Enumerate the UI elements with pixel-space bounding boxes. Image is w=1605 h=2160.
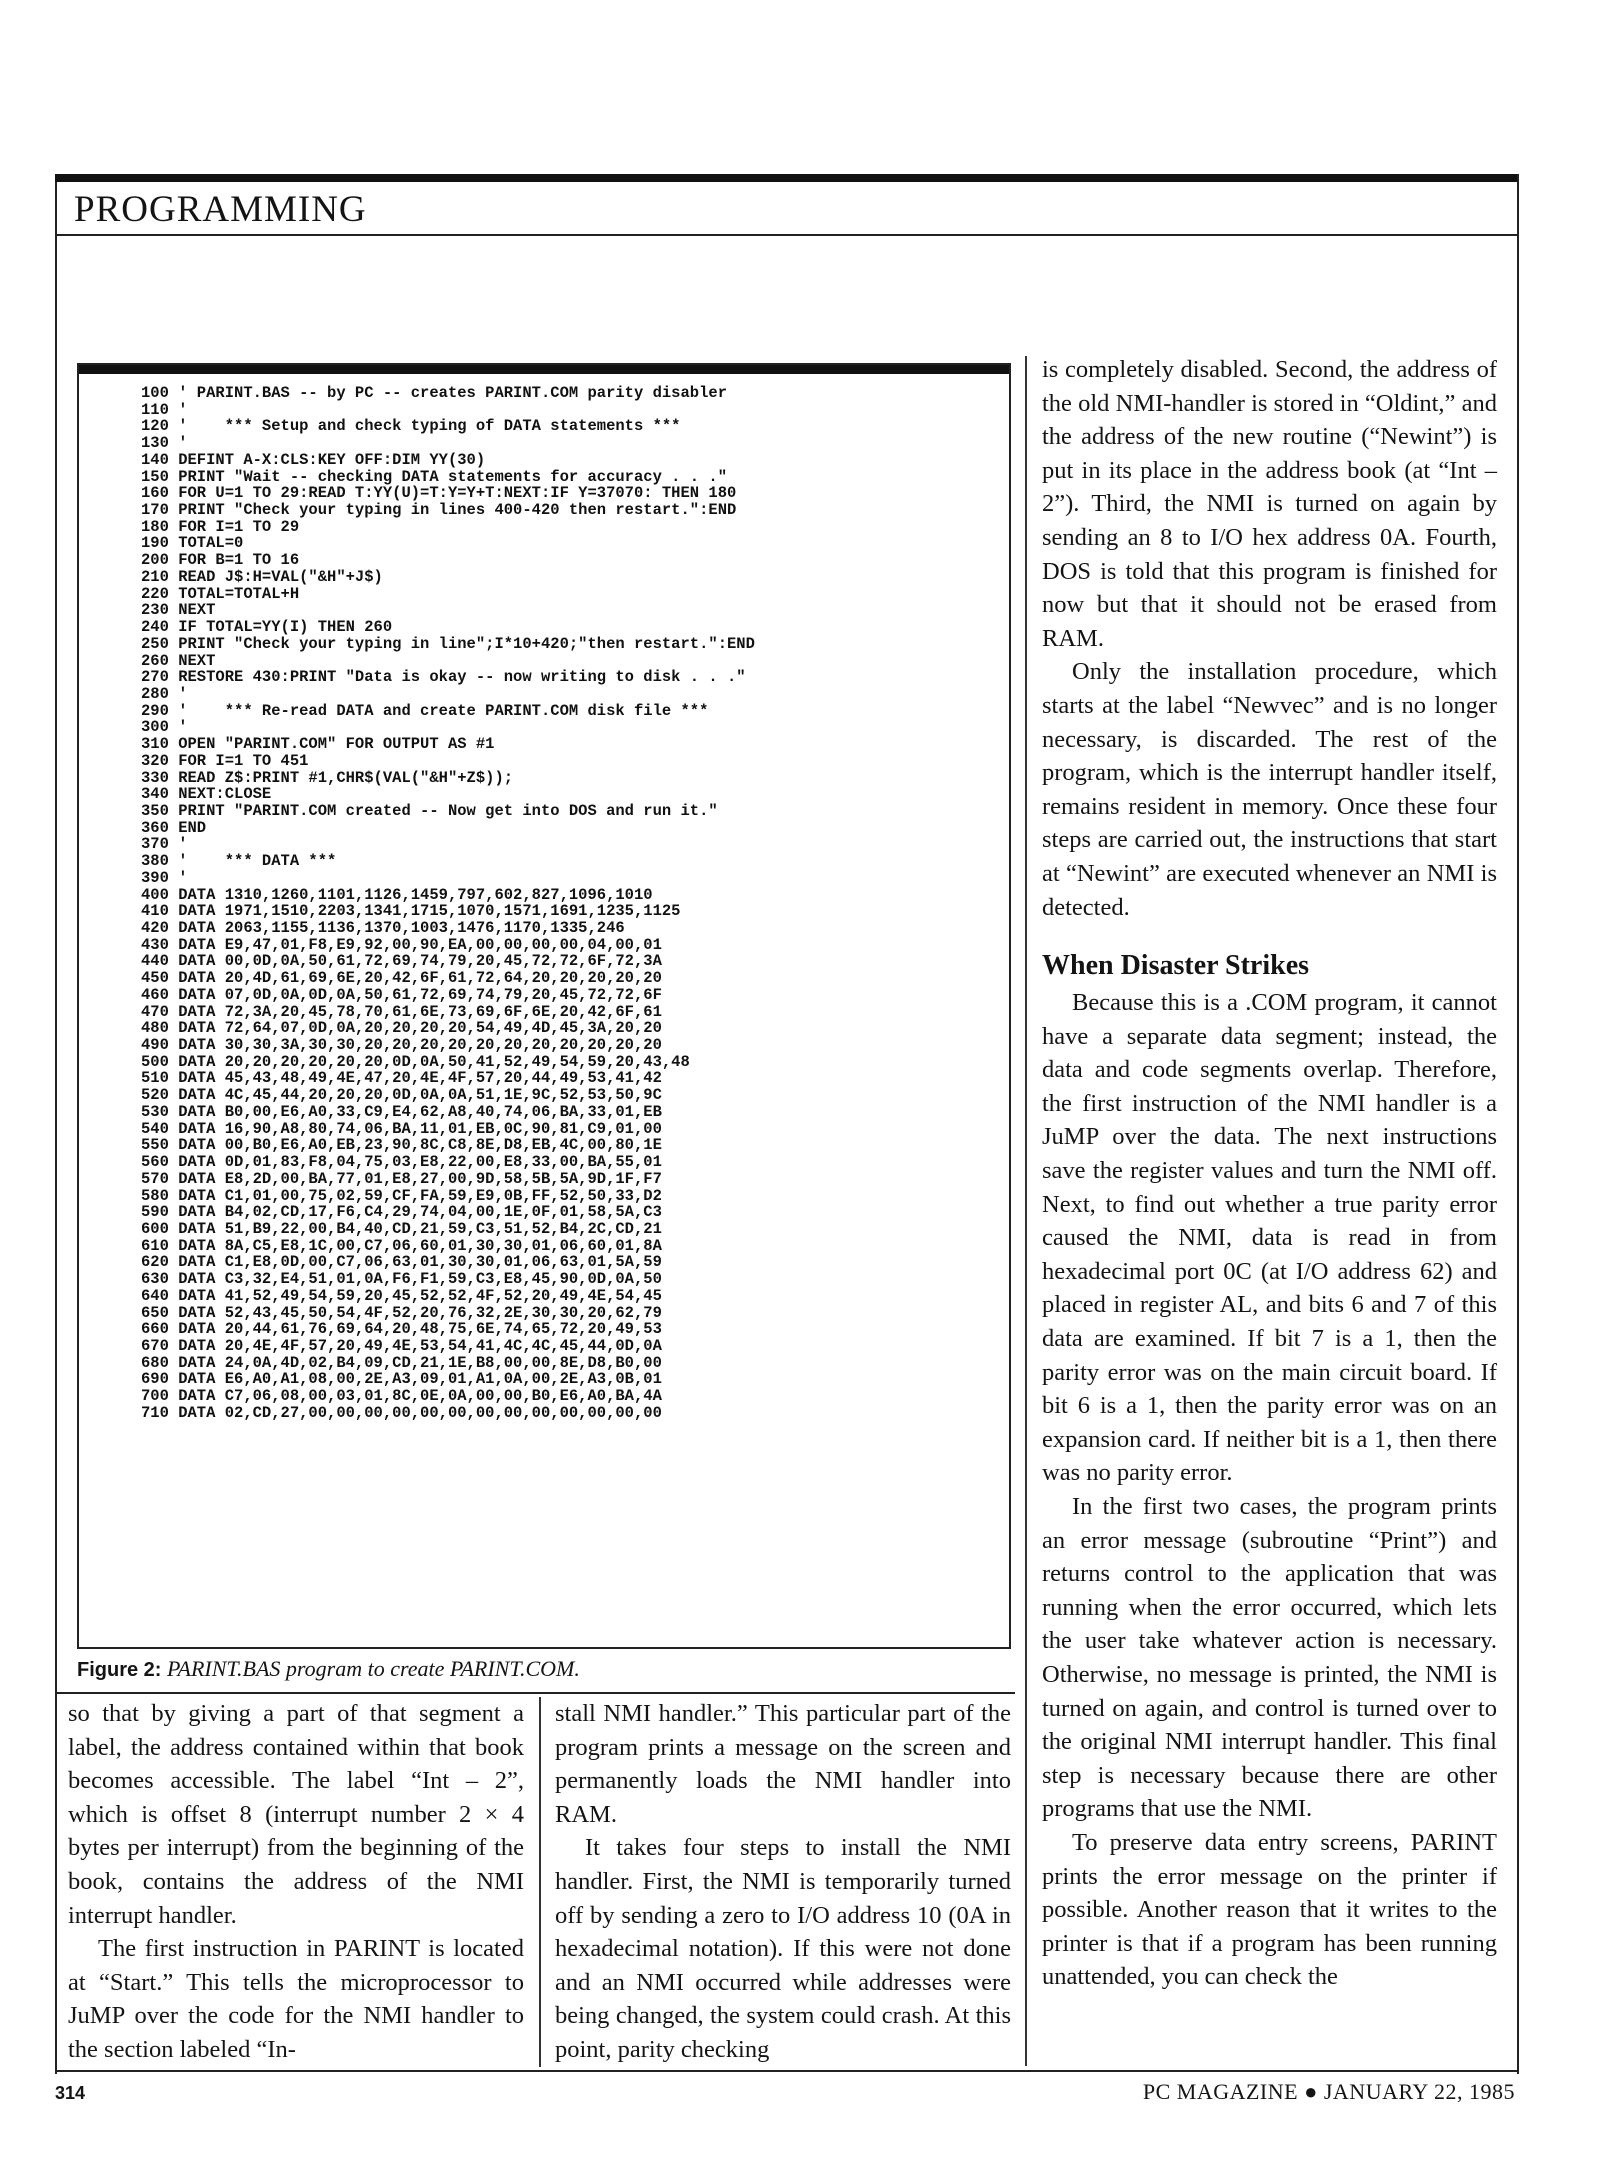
listing-line: 520 DATA 4C,45,44,20,20,20,0D,0A,0A,51,1E,9C,52,53,50,9C (141, 1087, 662, 1104)
listing-line: 530 DATA B0,00,E6,A0,33,C9,E4,62,A8,40,74,06,BA,33,01,EB (141, 1103, 662, 1121)
page-number: 314 (55, 2083, 86, 2103)
listing-line: 380 ' *** DATA *** (141, 853, 337, 870)
column-rule-right (1025, 356, 1027, 2066)
title-rule (55, 234, 1517, 236)
listing-line: 630 DATA C3,32,E4,51,01,0A,F6,F1,59,C3,E8,45,90,0D,0A,50 (141, 1271, 662, 1288)
paragraph: The first instruction in PARINT is located at “Start.” This tells the microprocessor to JuMP over the code for the NMI handler to the section labeled “In- (68, 1935, 524, 2063)
listing-line: 210 READ J$:H=VAL("&H"+J$) (141, 568, 383, 586)
listing-line: 370 ' (141, 836, 188, 854)
listing-line: 670 DATA 20,4E,4F,57,20,49,4E,53,54,41,4C,4C,45,44,0D,0A (141, 1337, 662, 1355)
listing-line: 560 DATA 0D,01,83,F8,04,75,03,E8,22,00,E8,33,00,BA,55,01 (141, 1154, 662, 1171)
caption-rule (55, 1692, 1015, 1694)
listing-line: 490 DATA 30,30,3A,30,30,20,20,20,20,20,20,20,20,20,20,20 (141, 1037, 662, 1054)
listing-line: 300 ' (141, 719, 188, 737)
listing-line: 330 READ Z$:PRINT #1,CHR$(VAL("&H"+Z$)); (141, 769, 514, 787)
listing-line: 420 DATA 2063,1155,1136,1370,1003,1476,1170,1335,246 (141, 920, 625, 937)
article-column-2 (555, 1697, 1011, 2067)
listing-line: 190 TOTAL=0 (141, 535, 244, 553)
listing-line: 680 DATA 24,0A,4D,02,B4,09,CD,21,1E,B8,00,00,8E,D8,B0,00 (141, 1354, 662, 1372)
subheading: When Disaster Strikes (1042, 950, 1310, 982)
listing-line: 290 ' *** Re-read DATA and create PARINT.COM disk file *** (141, 702, 709, 720)
article-column-3 (1042, 353, 1497, 1994)
listing-line: 170 PRINT "Check your typing in lines 400-420 then restart.":END (141, 502, 737, 519)
listing-line: 130 ' (141, 435, 188, 452)
listing-line: 540 DATA 16,90,A8,80,74,06,BA,11,01,EB,0C,90,81,C9,01,00 (141, 1120, 662, 1138)
paragraph: so that by giving a part of that segment a label, the address contained within that book becomes accessible. The label “Int ‒ 2”, which is offset 8 (interrupt number 2 × 4 bytes per interrupt) from the beginning of the book, contains the address of the NMI interrupt handler. (68, 1700, 524, 1929)
figure-caption-text: PARINT.BAS program to create PARINT.COM. (166, 1656, 580, 1681)
paragraph: To preserve data entry screens, PARINT prints the error message on the printer if possible. Another reason that it writes to the printer is that if a program has been running unattended, you can check the (1042, 1828, 1497, 1991)
footer-rule (55, 2070, 1517, 2072)
listing-line: 430 DATA E9,47,01,F8,E9,92,00,90,EA,00,00,00,00,04,00,01 (141, 936, 662, 954)
section-title: PROGRAMMING (74, 189, 367, 230)
listing-line: 350 PRINT "PARINT.COM created -- Now get into DOS and run it." (141, 802, 718, 820)
listing-line: 710 DATA 02,CD,27,00,00,00,00,00,00,00,00,00,00,00,00,00 (141, 1404, 662, 1422)
listing-line: 700 DATA C7,06,08,00,03,01,8C,0E,0A,00,00,B0,E6,A0,BA,4A (141, 1388, 662, 1405)
listing-line: 610 DATA 8A,C5,E8,1C,00,C7,06,60,01,30,30,01,06,60,01,8A (141, 1237, 662, 1255)
paragraph: Only the installation procedure, which starts at the label “Newvec” and is no longer necessary, is discarded. The rest of the program, which is the interrupt handler itself, remains resident in memory. Once these four steps are carried out, the instructions that start at “Newint” are executed whenever an NMI is detected. (1042, 658, 1497, 921)
paragraph: It takes four steps to install the NMI handler. First, the NMI is temporarily turned off by sending a zero to I/O address 10 (0A in hexadecimal notation). If this were not done and an NMI occurred while addresses were being changed, the system could crash. At this point, parity checking (555, 1834, 1011, 2063)
paragraph: stall NMI handler.” This particular part of the program prints a message on the screen and permanently loads the NMI handler into RAM. (555, 1700, 1011, 1828)
listing-line: 690 DATA E6,A0,A1,08,00,2E,A3,09,01,A1,0A,00,2E,A3,0B,01 (141, 1371, 662, 1389)
listing-line: 640 DATA 41,52,49,54,59,20,45,52,52,4F,52,20,49,4E,54,45 (141, 1287, 662, 1305)
figure-header-bar (79, 365, 1009, 374)
listing-line: 180 FOR I=1 TO 29 (141, 518, 300, 536)
paragraph: Because this is a .COM program, it cannot have a separate data segment; instead, the data and code segments overlap. Therefore, the first instruction of the NMI handler is a JuMP over the data. The next instructions save the register values and turn the NMI off. Next, to find out whether a true parity error caused the NMI, data is read in from hexadecimal port 0C (at I/O address 62) and placed in register AL, and bits 6 and 7 of this data are examined. If bit 7 is a 1, then the parity error was on the main circuit board. If bit 6 is a 1, then the parity error was on an expansion card. If neither bit is a 1, then there was no parity error. (1042, 989, 1497, 1487)
listing-line: 250 PRINT "Check your typing in line";I*10+420;"then restart.":END (141, 635, 755, 653)
listing-line: 240 IF TOTAL=YY(I) THEN 260 (141, 619, 393, 636)
figure-label: Figure 2: (77, 1659, 162, 1681)
column-rule-left (539, 1697, 541, 2067)
listing-line: 360 END (141, 819, 207, 837)
listing-line: 590 DATA B4,02,CD,17,F6,C4,29,74,04,00,1E,0F,01,58,5A,C3 (141, 1204, 662, 1221)
article-column-1 (68, 1697, 524, 2067)
listing-line: 100 ' PARINT.BAS -- by PC -- creates PARINT.COM parity disabler (141, 385, 727, 402)
listing-line: 200 FOR B=1 TO 16 (141, 552, 300, 569)
listing-line: 410 DATA 1971,1510,2203,1341,1715,1070,1571,1691,1235,1125 (141, 903, 681, 920)
listing-line: 570 DATA E8,2D,00,BA,77,01,E8,27,00,9D,58,5B,5A,9D,1F,F7 (141, 1170, 662, 1188)
listing-line: 140 DEFINT A-X:CLS:KEY OFF:DIM YY(30) (141, 451, 486, 469)
paragraph: In the first two cases, the program prints an error message (subroutine “Print”) and returns control to the application that was running when the error occurred, which lets the user take whatever action is necessary. Otherwise, no message is printed, the NMI is turned on again, and control is turned over to the original NMI interrupt handler. This final step is necessary because there are other programs that use the NMI. (1042, 1493, 1497, 1823)
listing-line: 150 PRINT "Wait -- checking DATA statements for accuracy . . ." (141, 468, 727, 486)
listing-line: 230 NEXT (141, 602, 216, 620)
code-listing-figure (77, 363, 1011, 1649)
listing-line: 310 OPEN "PARINT.COM" FOR OUTPUT AS #1 (141, 736, 495, 753)
listing-line: 660 DATA 20,44,61,76,69,64,20,48,75,6E,74,65,72,20,49,53 (141, 1321, 662, 1338)
listing-line: 500 DATA 20,20,20,20,20,20,0D,0A,50,41,52,49,54,59,20,43,48 (141, 1053, 690, 1071)
listing-line: 450 DATA 20,4D,61,69,6E,20,42,6F,61,72,64,20,20,20,20,20 (141, 970, 662, 987)
listing-line: 470 DATA 72,3A,20,45,78,70,61,6E,73,69,6F,6E,20,42,6F,61 (141, 1003, 662, 1021)
listing-line: 110 ' (141, 401, 188, 419)
listing-line: 340 NEXT:CLOSE (141, 786, 272, 803)
listing-line: 600 DATA 51,B9,22,00,B4,40,CD,21,59,C3,51,52,B4,2C,CD,21 (141, 1220, 662, 1238)
basic-listing (141, 385, 755, 1422)
listing-line: 120 ' *** Setup and check typing of DATA statements *** (141, 418, 681, 436)
listing-line: 440 DATA 00,0D,0A,50,61,72,69,74,79,20,45,72,72,6F,72,3A (141, 953, 662, 971)
listing-line: 510 DATA 45,43,48,49,4E,47,20,4E,4F,57,20,44,49,53,41,42 (141, 1070, 662, 1088)
listing-line: 390 ' (141, 869, 188, 887)
listing-line: 620 DATA C1,E8,0D,00,C7,06,63,01,30,30,01,06,63,01,5A,59 (141, 1254, 662, 1272)
listing-line: 580 DATA C1,01,00,75,02,59,CF,FA,59,E9,0B,FF,52,50,33,D2 (141, 1187, 662, 1205)
listing-line: 550 DATA 00,B0,E6,A0,EB,23,90,8C,C8,8E,D8,EB,4C,00,80,1E (141, 1137, 662, 1155)
listing-line: 460 DATA 07,0D,0A,0D,0A,50,61,72,69,74,79,20,45,72,72,6F (141, 986, 662, 1004)
listing-line: 320 FOR I=1 TO 451 (141, 752, 309, 770)
listing-line: 270 RESTORE 430:PRINT "Data is okay -- now writing to disk . . ." (141, 669, 746, 686)
listing-line: 480 DATA 72,64,07,0D,0A,20,20,20,20,54,49,4D,45,3A,20,20 (141, 1020, 662, 1038)
running-footer: PC MAGAZINE ● JANUARY 22, 1985 (1142, 2079, 1515, 2104)
listing-line: 650 DATA 52,43,45,50,54,4F,52,20,76,32,2E,30,30,20,62,79 (141, 1304, 662, 1322)
listing-line: 220 TOTAL=TOTAL+H (141, 585, 300, 603)
figure-caption (77, 1655, 580, 1684)
listing-line: 280 ' (141, 685, 188, 703)
listing-line: 260 NEXT (141, 652, 216, 670)
top-rule (55, 174, 1517, 182)
paragraph: is completely disabled. Second, the address of the old NMI-handler is stored in “Oldint,” and the address of the new routine (“Newint”) is put in its place in the address book (at “Int ‒ 2”). Third, the NMI is turned on again by sending an 8 to I/O hex address 0A. Fourth, DOS is told that this program is finished for now but that it should not be erased from RAM. (1042, 356, 1497, 652)
listing-line: 400 DATA 1310,1260,1101,1126,1459,797,602,827,1096,1010 (141, 886, 653, 904)
listing-line: 160 FOR U=1 TO 29:READ T:YY(U)=T:Y=Y+T:NEXT:IF Y=37070: THEN 180 (141, 485, 737, 503)
